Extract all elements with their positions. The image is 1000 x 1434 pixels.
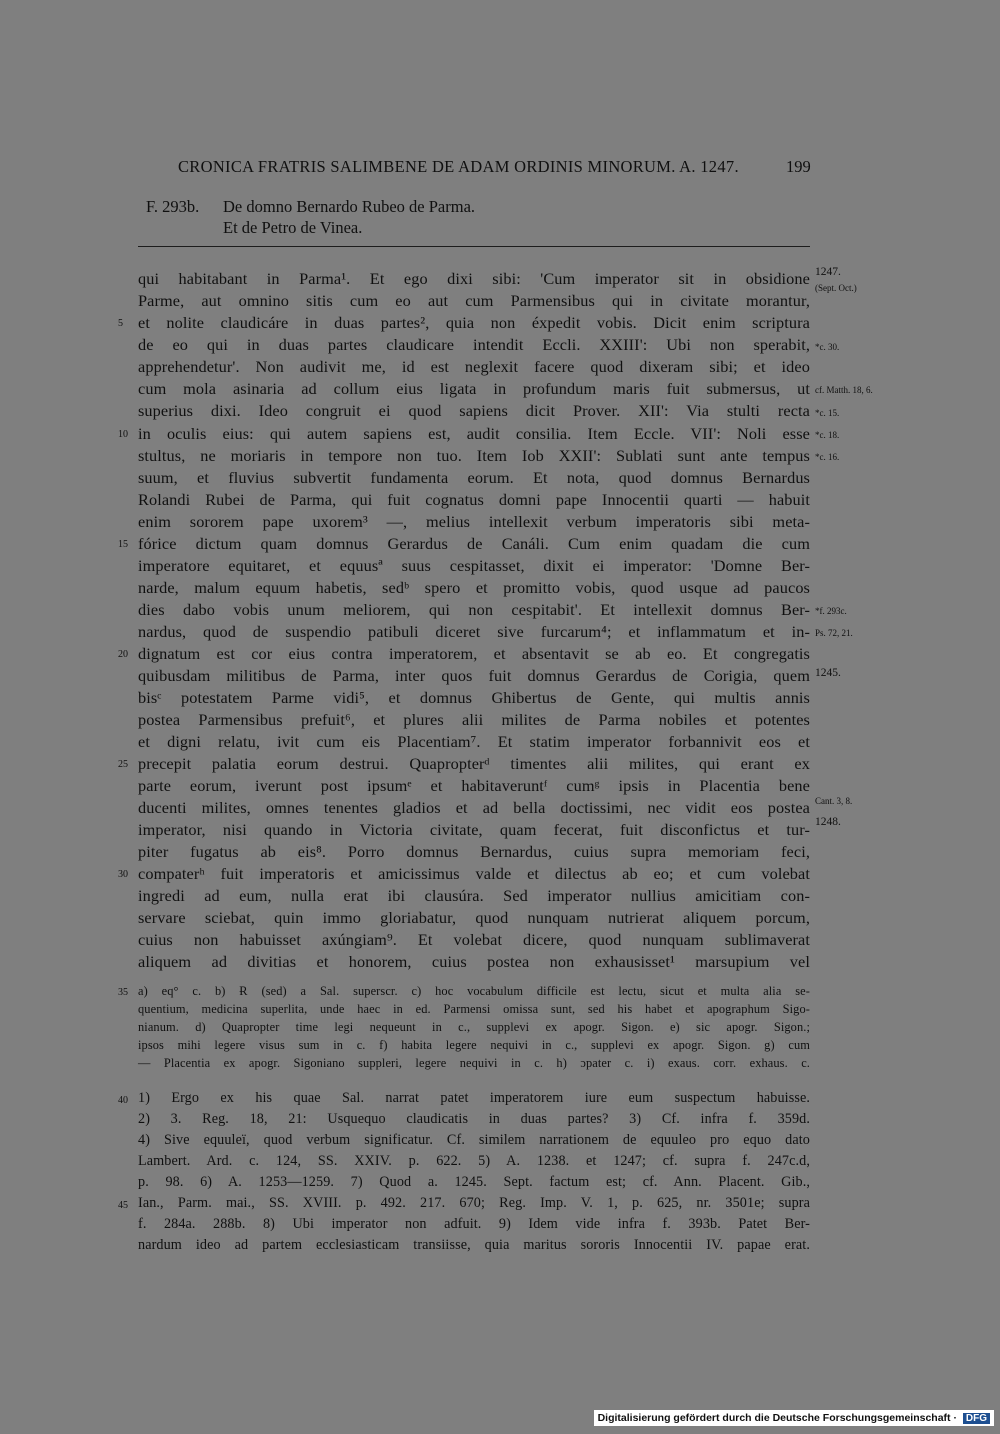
heading-rule: [138, 246, 810, 247]
margin-note: Cant. 3, 8.: [815, 796, 853, 806]
body-line: narde, malum equum habetis, sedᵇ spero et promitto vobis, quod usque ad paucos: [138, 578, 810, 597]
line-number: 45: [118, 1200, 128, 1211]
line-number: 15: [118, 539, 128, 550]
body-line: imperator, nisi quando in Victoria civitate, quam fecerat, fuit disconfictus et tur-: [138, 820, 810, 839]
margin-note: *c. 30.: [815, 342, 840, 352]
body-line: ingredi ad eum, nulla erat ibi clausúra. Sed imperator nullius amicitiam con-: [138, 886, 810, 905]
body-line: in oculis eius: qui autem sapiens est, audit consilia. Item Eccle. VII': Noli esse: [138, 424, 810, 443]
body-line: bisᶜ potestatem Parme vidi⁵, et domnus Ghibertus de Gente, qui multis annis: [138, 688, 810, 707]
body-line: aliquem ad divitias et honorem, cuius postea non exhausisset¹ marsupium vel: [138, 952, 810, 971]
body-line: piter fugatus ab eis⁸. Porro domnus Bernardus, cuius supra memoriam feci,: [138, 842, 810, 861]
apparatus-line: ipsos mihi legere visus sum in c. f) habita legere nequivi in c., supplevi ex apogr. Sigon. g) cum: [138, 1038, 810, 1052]
note-line: Lambert. Ard. c. 124, SS. XXIV. p. 622. 5) A. 1238. et 1247; cf. supra f. 247c.d,: [138, 1153, 810, 1169]
line-number: 35: [118, 987, 128, 998]
body-line: apprehendetur'. Non audivit me, id est neglexit facere quod dixeram sibi; et ideo: [138, 357, 810, 376]
chapter-heading-line-2: Et de Petro de Vinea.: [223, 218, 363, 237]
body-line: servare sciebat, quin immo gloriabatur, quod nunquam nutrierat aliquem porcum,: [138, 908, 810, 927]
margin-note: 1245.: [815, 667, 841, 679]
body-line: dignatum est cor eius contra imperatorem, et absentavit se ab eo. Et congregatis: [138, 644, 810, 663]
line-number: 20: [118, 649, 128, 660]
body-line: Rolandi Rubei de Parma, qui fuit cognatus domni pape Innocentii quarti — habuit: [138, 490, 810, 509]
margin-note: 1247.: [815, 266, 841, 278]
body-line: superius dixi. Ideo congruit ei quod sapiens dicit Prover. XII': Via stulti recta: [138, 401, 810, 420]
page-number: 199: [786, 157, 811, 176]
apparatus-line: nianum. d) Quapropter time legi nequeunt in c., supplevi ex apogr. Sigon. e) sic apogr. Sigon.;: [138, 1020, 810, 1034]
margin-note: cf. Matth. 18, 6.: [815, 385, 873, 395]
body-line: Parme, aut omnino sitis cum eo aut cum Parmensibus qui in civitate morantur,: [138, 291, 810, 310]
body-line: ducenti milites, omnes tenentes gladios et ad bella doctissimi, nec vidit eos postea: [138, 798, 810, 817]
body-line: parte eorum, iverunt post ipsumᵉ et habitaveruntᶠ cumᵍ ipsis in Placentia bene: [138, 776, 810, 795]
body-line: et nolite claudicáre in duas partes², quia non éxpedit vobis. Dicit enim scriptura: [138, 313, 810, 332]
chapter-heading-line-1: De domno Bernardo Rubeo de Parma.: [223, 197, 476, 216]
margin-note: *f. 293c.: [815, 606, 847, 616]
body-line: cuius non habuisset axúngiam⁹. Et volebat dicere, quod nunquam sublimaverat: [138, 930, 810, 949]
line-number: 30: [118, 869, 128, 880]
body-line: stultus, ne moriaris in tempore non tuo. Item Iob XXII': Sublati sunt ante tempus: [138, 446, 810, 465]
body-line: et digni relatu, ivit cum eis Placentiam⁷. Et statim imperator forbannivit eos et: [138, 732, 810, 751]
margin-note: 1248.: [815, 816, 841, 828]
apparatus-line: a) eq° c. b) Ɍ (sed) a Sal. superscr. c) hoc vocabulum difficile est lectu, sicut et multa alia se-: [138, 984, 810, 998]
margin-note: Ps. 72, 21.: [815, 628, 853, 638]
body-line: precepit palatia eorum destrui. Quapropterᵈ timentes alii milites, qui erant ex: [138, 754, 810, 773]
line-number: 5: [118, 318, 123, 329]
body-line: cum mola asinaria ad collum eius ligata in profundum maris fuit submersus, ut: [138, 379, 810, 398]
note-line: Ian., Parm. mai., SS. XVIII. p. 492. 217. 670; Reg. Imp. V. 1, p. 625, nr. 3501e; supra: [138, 1195, 810, 1211]
body-line: dies dabo vobis unum meliorem, qui non cespitabit'. Et intellexit domnus Ber-: [138, 600, 810, 619]
line-number: 10: [118, 429, 128, 440]
footer-credit: [594, 1410, 994, 1426]
note-line: nardum ideo ad partem ecclesiasticam transiisse, quia maritus sororis Innocentii IV. papae erat.: [138, 1237, 810, 1253]
note-line: 1) Ergo ex his quae Sal. narrat patet imperatorem iure eum suspectum habuisse.: [138, 1090, 810, 1106]
body-line: enim sororem pape uxorem³ —, melius intellexit verbum imperatoris sibi meta-: [138, 512, 810, 531]
dfg-logo-icon: DFG: [963, 1413, 990, 1424]
margin-note: (Sept. Oct.): [815, 283, 857, 293]
body-line: nardus, quod de suspendio patibuli diceret sive furcarum⁴; et inflammatum et in-: [138, 622, 810, 641]
footer-text: Digitalisierung gefördert durch die Deutsche Forschungsgemeinschaft ·: [597, 1412, 957, 1424]
margin-note: *c. 15.: [815, 408, 840, 418]
body-line: postea Parmensibus prefuit⁶, et plures alii milites de Parma nobiles et potentes: [138, 710, 810, 729]
margin-note: *c. 18.: [815, 430, 840, 440]
line-number: 40: [118, 1095, 128, 1106]
body-line: fórice dictum quam domnus Gerardus de Canáli. Cum enim quadam die cum: [138, 534, 810, 553]
body-line: imperatore equitaret, et equusª suus cespitasset, dixit ei imperator: 'Domne Ber-: [138, 556, 810, 575]
apparatus-line: quentium, medicina superlita, unde haec in ed. Parmensi omissa sunt, sed his habet et apographum Sigo-: [138, 1002, 810, 1016]
note-line: 4) Sive equuleï, quod verbum significatur. Cf. similem narrationem de equuleo pro equo dato: [138, 1132, 810, 1148]
line-number: 25: [118, 759, 128, 770]
folio-reference: F. 293b.: [146, 197, 200, 216]
apparatus-line: — Placentia ex apogr. Sigoniano suppleri, legere nequivi in c. h) ɔpater c. i) exaus. corr. exhaus. c.: [138, 1056, 810, 1070]
body-line: compaterʰ fuit imperatoris et amicissimus valde et dilectus ab eo; et cum volebat: [138, 864, 810, 883]
body-line: de eo qui in duas partes claudicare intendit Eccli. XXIII': Ubi non sperabit,: [138, 335, 810, 354]
note-line: f. 284a. 288b. 8) Ubi imperator non adfuit. 9) Idem vide infra f. 393b. Patet Ber-: [138, 1216, 810, 1232]
body-line: suum, et fluvius subvertit fundamenta eorum. Et nota, quod domnus Bernardus: [138, 468, 810, 487]
body-line: qui habitabant in Parma¹. Et ego dixi sibi: 'Cum imperator sit in obsidione: [138, 269, 810, 288]
note-line: p. 98. 6) A. 1253—1259. 7) Quod a. 1245. Sept. factum est; cf. Ann. Placent. Gib.,: [138, 1174, 810, 1190]
note-line: 2) 3. Reg. 18, 21: Usquequo claudicatis in duas partes? 3) Cf. infra f. 359d.: [138, 1111, 810, 1127]
margin-note: *c. 16.: [815, 452, 840, 462]
body-line: quibusdam militibus de Parma, inter quos fuit domnus Gerardus de Corigia, quem: [138, 666, 810, 685]
running-header: CRONICA FRATRIS SALIMBENE DE ADAM ORDINIS MINORUM. A. 1247.: [178, 157, 739, 176]
